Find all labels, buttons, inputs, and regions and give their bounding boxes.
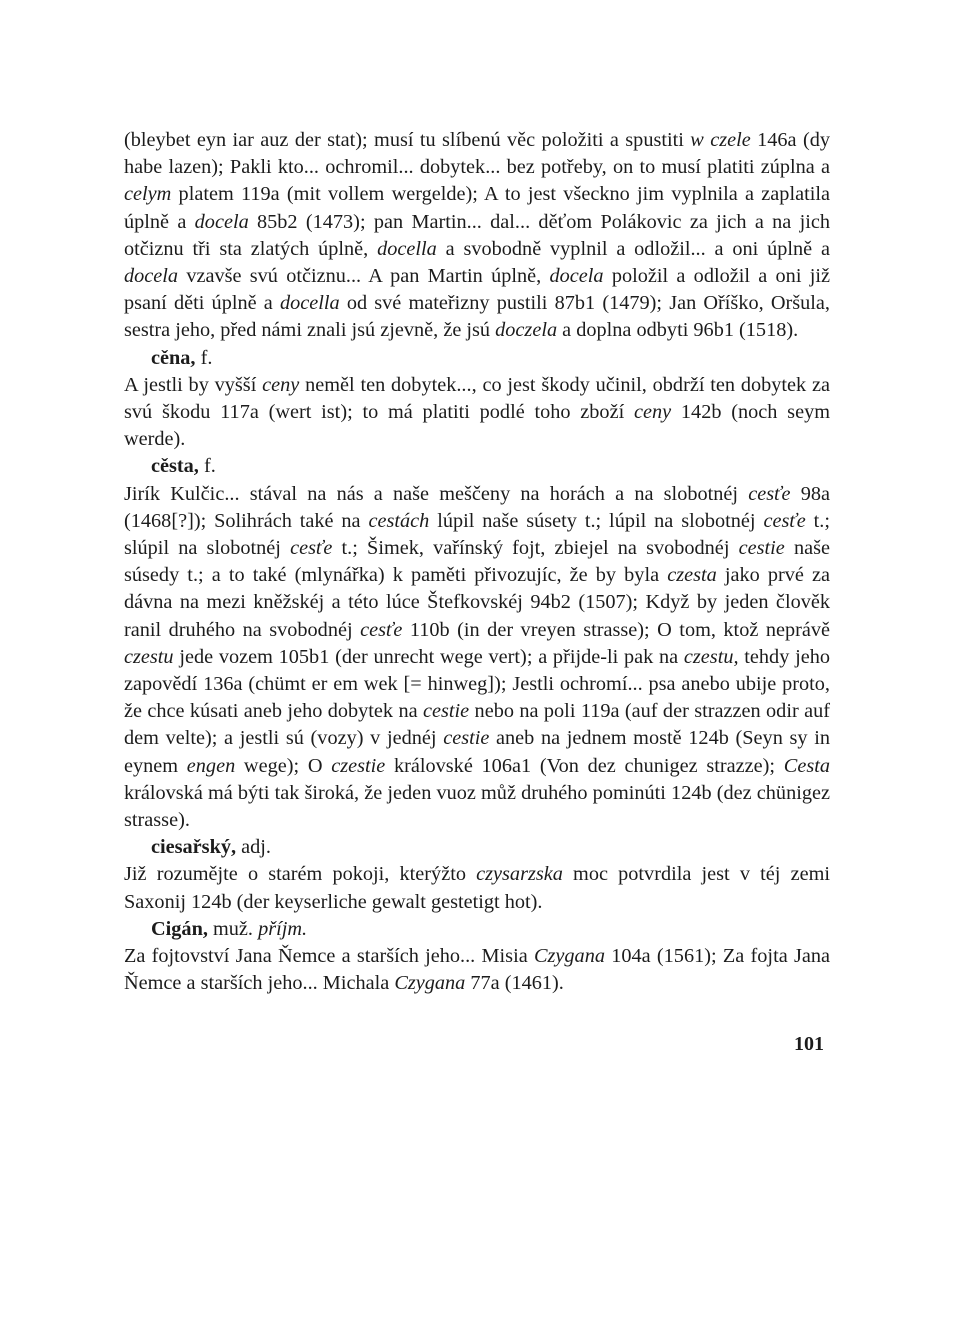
italic-form: celym [124, 183, 172, 206]
headword-term: cěna, [151, 346, 196, 369]
text-segment: wege); O [235, 754, 332, 777]
italic-form: docella [377, 237, 437, 260]
italic-form: czestie [331, 754, 386, 777]
text-segment: tehdy jeho zapovědí 136a (chümt er em wek [= hinweg]); Jestli ochromí... psa anebo ubije proto, že chce kúsati aneb jeho dobytek na [124, 645, 830, 723]
italic-form: czysarzska [476, 863, 563, 886]
italic-form: engen [186, 754, 236, 777]
entry-paragraph [124, 861, 830, 915]
text-segment: královské 106a1 (Von dez chunigez strazze); [385, 754, 784, 777]
text-segment: nebo na poli 119a (auf der strazzen odir auf dem velte); a jestli sú (vozy) v jednéj [124, 700, 830, 750]
entry-headword [124, 453, 830, 480]
text-segment: naše súsedy t.; a to také (mlynářka) k paměti přivozujíc, že by byla [124, 537, 831, 587]
entry-paragraph [124, 372, 830, 454]
text-segment: adj. [236, 836, 271, 859]
text-segment: jako prvé za dávna na mezi kněžskéj a této lúce Štefkovskéj 94b2 (1507); Když by jeden člověk ranil druhého na svobodnéj [124, 564, 831, 641]
text-segment: (bleybet eyn iar auz der stat); musí tu slíbenú věc položiti a spustiti [124, 129, 691, 151]
italic-form: docela [124, 265, 179, 288]
entry-paragraph [124, 943, 830, 997]
italic-form: czestu, [683, 645, 739, 668]
text-segment: od své mateřizny pustili 87b1 (1479); Jan Oříško, Oršula, sestra jeho, před námi znali jsú zjevně, že jsú [124, 292, 830, 342]
text-segment: 77a (1461). [465, 972, 564, 995]
italic-form: doczela [495, 319, 558, 342]
italic-form: czesta [667, 564, 717, 587]
italic-form: cesťe [290, 537, 333, 560]
entry-paragraph [124, 481, 830, 835]
text-segment: 104a (1561); Za fojta Jana Ňemce a starších jeho... Michala [124, 945, 830, 995]
headword-term: cěsta, [151, 455, 199, 478]
text-segment: a doplna odbyti 96b1 (1518). [557, 319, 799, 342]
text-segment: 110b (in der vreyen strasse); O tom, ktož neprávě [402, 618, 831, 641]
italic-form: cestie [738, 537, 785, 560]
italic-form: docela [549, 265, 604, 288]
text-segment: 85b2 (1473); pan Martin... dal... děťom Polákovic za jich a na jich otčiznu tři sta zlatých úplně, [124, 210, 830, 260]
italic-form: cestie [423, 700, 470, 723]
text-segment: t.; Šimek, vařínský fojt, zbiejel na svobodnéj [332, 537, 739, 560]
text-segment: A jestli by vyšší [124, 373, 263, 396]
italic-form: cestie [443, 727, 490, 750]
italic-form: Cesta [783, 754, 830, 777]
italic-form: ceny [262, 373, 300, 396]
entry-headword [124, 345, 830, 372]
text-segment: jede vozem 105b1 (der unrecht wege vert); a přijde-li pak na [173, 645, 684, 668]
entry-paragraph [124, 127, 830, 345]
italic-form: příjm. [258, 917, 308, 940]
text-segment: položil a odložil a oni již psaní děti úplně a [124, 265, 830, 315]
entry-headword [124, 834, 830, 861]
text-segment: 98a (1468[?]); Solihrách také na [124, 482, 830, 532]
text-segment: aneb na jednem mostě 124b (Seyn sy in eynem [124, 727, 830, 777]
italic-form: czestu [124, 645, 174, 668]
text-segment: lúpil naše súsety t.; lúpil na slobotnéj [429, 509, 764, 532]
text-segment: neměl ten dobytek..., co jest škody učinil, obdrží ten dobytek za svú škodu 117a (wert ist); to má platiti podlé toho zboží [124, 373, 830, 424]
text-segment: t.; slúpil na slobotnéj [124, 509, 830, 560]
text-segment: 146a (dy habe lazen); Pakli kto... ochromil... dobytek... bez potřeby, on to musí platiti zúplna a [124, 129, 830, 179]
headword-term: ciesařský, [151, 836, 237, 859]
entry-headword [124, 916, 830, 943]
text-segment: platem 119a (mit vollem wergelde); A to jest všeckno jim vyplnila a zaplatila úplně a [124, 183, 830, 233]
text-segment: Jirík Kulčic... stával na nás a naše meščeny na horách a na slobotnéj [124, 482, 749, 505]
text-segment: vzavše svú otčiznu... A pan Martin úplně, [178, 265, 550, 288]
italic-form: cesťe [748, 482, 791, 505]
italic-form: Czygana [394, 972, 466, 995]
text-segment: f. [198, 455, 216, 478]
text-segment: muž. [207, 917, 259, 940]
text-segment: a svobodně vyplnil a odložil... a oni úplně a [436, 237, 830, 260]
italic-form: ceny [633, 401, 672, 424]
italic-form: docela [194, 210, 249, 233]
italic-form: Czygana [533, 945, 605, 968]
italic-form: cesťe [360, 618, 403, 641]
italic-form: w czele [690, 129, 751, 151]
text-segment: Již rozumějte o starém pokoji, kterýžto [124, 863, 477, 886]
page-number: 101 [794, 1033, 824, 1055]
text-segment: královská má býti tak široká, že jeden vuoz můž druhého pominúti 124b (dez chünigez strasse). [124, 781, 830, 832]
text-segment: f. [195, 346, 213, 369]
italic-form: docella [279, 292, 340, 315]
text-segment: moc potvrdila jest v téj zemi Saxonij 124b (der keyserliche gewalt gestetigt hot). [124, 863, 830, 913]
italic-form: cesťe [763, 509, 806, 532]
dictionary-text [124, 127, 830, 998]
text-segment: Za fojtovství Jana Ňemce a starších jeho... Misia [124, 945, 534, 968]
italic-form: cestách [368, 509, 430, 532]
text-segment: 142b (noch seym werde). [124, 401, 830, 451]
headword-term: Cigán, [151, 917, 208, 940]
